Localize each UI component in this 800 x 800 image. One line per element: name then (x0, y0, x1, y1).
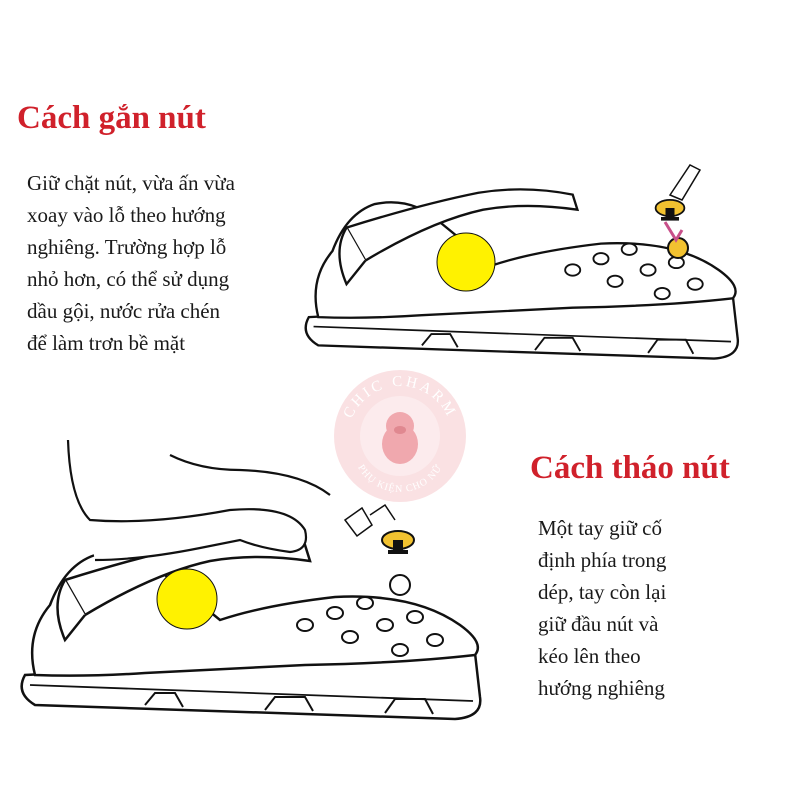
attach-heading: Cách gắn nút (17, 100, 206, 136)
attach-line: dầu gội, nước rửa chén (27, 299, 221, 323)
charm-icon (656, 200, 685, 221)
remove-line: dép, tay còn lại (538, 580, 667, 604)
attach-line: nhỏ hơn, có thể sử dụng (27, 267, 230, 291)
arrow-up-icon (345, 508, 372, 536)
remove-line: định phía trong (538, 548, 667, 572)
remove-line: hướng nghiêng (538, 676, 665, 700)
remove-line: kéo lên theo (538, 644, 641, 668)
remove-line: giữ đầu nút và (538, 612, 659, 636)
shoe-top (306, 165, 738, 359)
hand-icon (68, 440, 306, 560)
attach-instructions (27, 167, 235, 359)
attach-line: để làm trơn bề mặt (27, 331, 186, 355)
charm-icon-bottom (382, 531, 414, 554)
watermark-tagline: PHỤ KIỆN CHO NỮ (355, 462, 445, 496)
watermark-brand: CHIC CHARM (340, 373, 460, 421)
strap-dot-top (437, 233, 495, 291)
strap-dot-bottom (157, 569, 217, 629)
arrow-icon-top (670, 165, 700, 200)
remove-line: Một tay giữ cố (538, 516, 662, 540)
remove-instructions (538, 512, 666, 704)
remove-heading: Cách tháo nút (530, 450, 730, 486)
attach-line: nghiêng. Trường hợp lỗ (27, 235, 227, 259)
attach-line: xoay vào lỗ theo hướng (27, 203, 226, 227)
attach-line: Giữ chặt nút, vừa ấn vừa (27, 171, 235, 195)
chic-charm-watermark (330, 366, 470, 506)
